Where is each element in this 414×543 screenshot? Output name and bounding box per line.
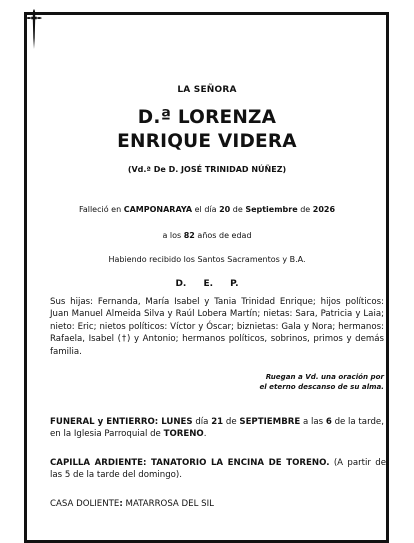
dep-line: D. E. P. bbox=[175, 279, 239, 289]
chapel-info bbox=[50, 457, 386, 482]
death-month: Septiembre bbox=[245, 205, 298, 214]
funeral-info: FUNERAL y ENTIERRO: LUNES día 21 de SEPTIEMBRE a las 6 de la tarde, en la Iglesia Parroquial de TORENO. bbox=[50, 417, 384, 440]
name-line-2: ENRIQUE VIDERA bbox=[117, 131, 297, 152]
intro-title: LA SEÑORA bbox=[177, 85, 237, 95]
prayer-line-1: Ruegan a Vd. una oración por bbox=[265, 372, 384, 381]
house-value: MATARROSA DEL SIL bbox=[122, 499, 214, 509]
age-line: a los 82 años de edad bbox=[162, 231, 252, 240]
death-day: 20 bbox=[219, 205, 231, 214]
widow-of-line: (Vd.ª De D. JOSÉ TRINIDAD NÚÑEZ) bbox=[127, 165, 287, 174]
death-year: 2026 bbox=[312, 205, 336, 214]
chapel-label: CAPILLA ARDIENTE: TANATORIO LA ENCINA DE TORENO. bbox=[50, 458, 330, 468]
death-place: CAMPONARAYA bbox=[123, 205, 193, 214]
prayer-request bbox=[184, 372, 384, 391]
chapel-note: (A partir de las 5 de la tarde del domingo). bbox=[50, 458, 387, 481]
sacraments-line: Habiendo recibido los Santos Sacramentos y B.A. bbox=[108, 255, 306, 264]
funeral-label: FUNERAL y ENTIERRO: LUNES bbox=[50, 417, 193, 427]
family-paragraph: Sus hijas: Fernanda, María Isabel y Tania Trinidad Enrique; hijos políticos: Juan Manuel Almeida Silva y Raúl Lobera Martín; nietas: Sara, Patricia y Laia; nieto: Eric; nietos políticos: Víctor y Óscar; biznietas: Gala y Nora; hermanos: Rafaela, Isabel (†) y Antonio; hermanos políticos, sobrinos, primos y demás familia. bbox=[50, 297, 384, 357]
house-label: CASA DOLIENTE bbox=[50, 499, 120, 509]
house-info: CASA DOLIENTE: MATARROSA DEL SIL bbox=[50, 499, 214, 509]
age-value: 82 bbox=[183, 231, 195, 240]
funeral-place: TORENO bbox=[163, 429, 204, 440]
deceased-name bbox=[0, 106, 414, 154]
prayer-line-2: el eterno descanso de su alma. bbox=[259, 381, 384, 391]
cross-icon bbox=[24, 8, 44, 50]
name-line-1: D.ª LORENZA bbox=[137, 107, 277, 128]
death-line: Falleció en CAMPONARAYA el día 20 de Septiembre de 2026 bbox=[78, 205, 336, 214]
